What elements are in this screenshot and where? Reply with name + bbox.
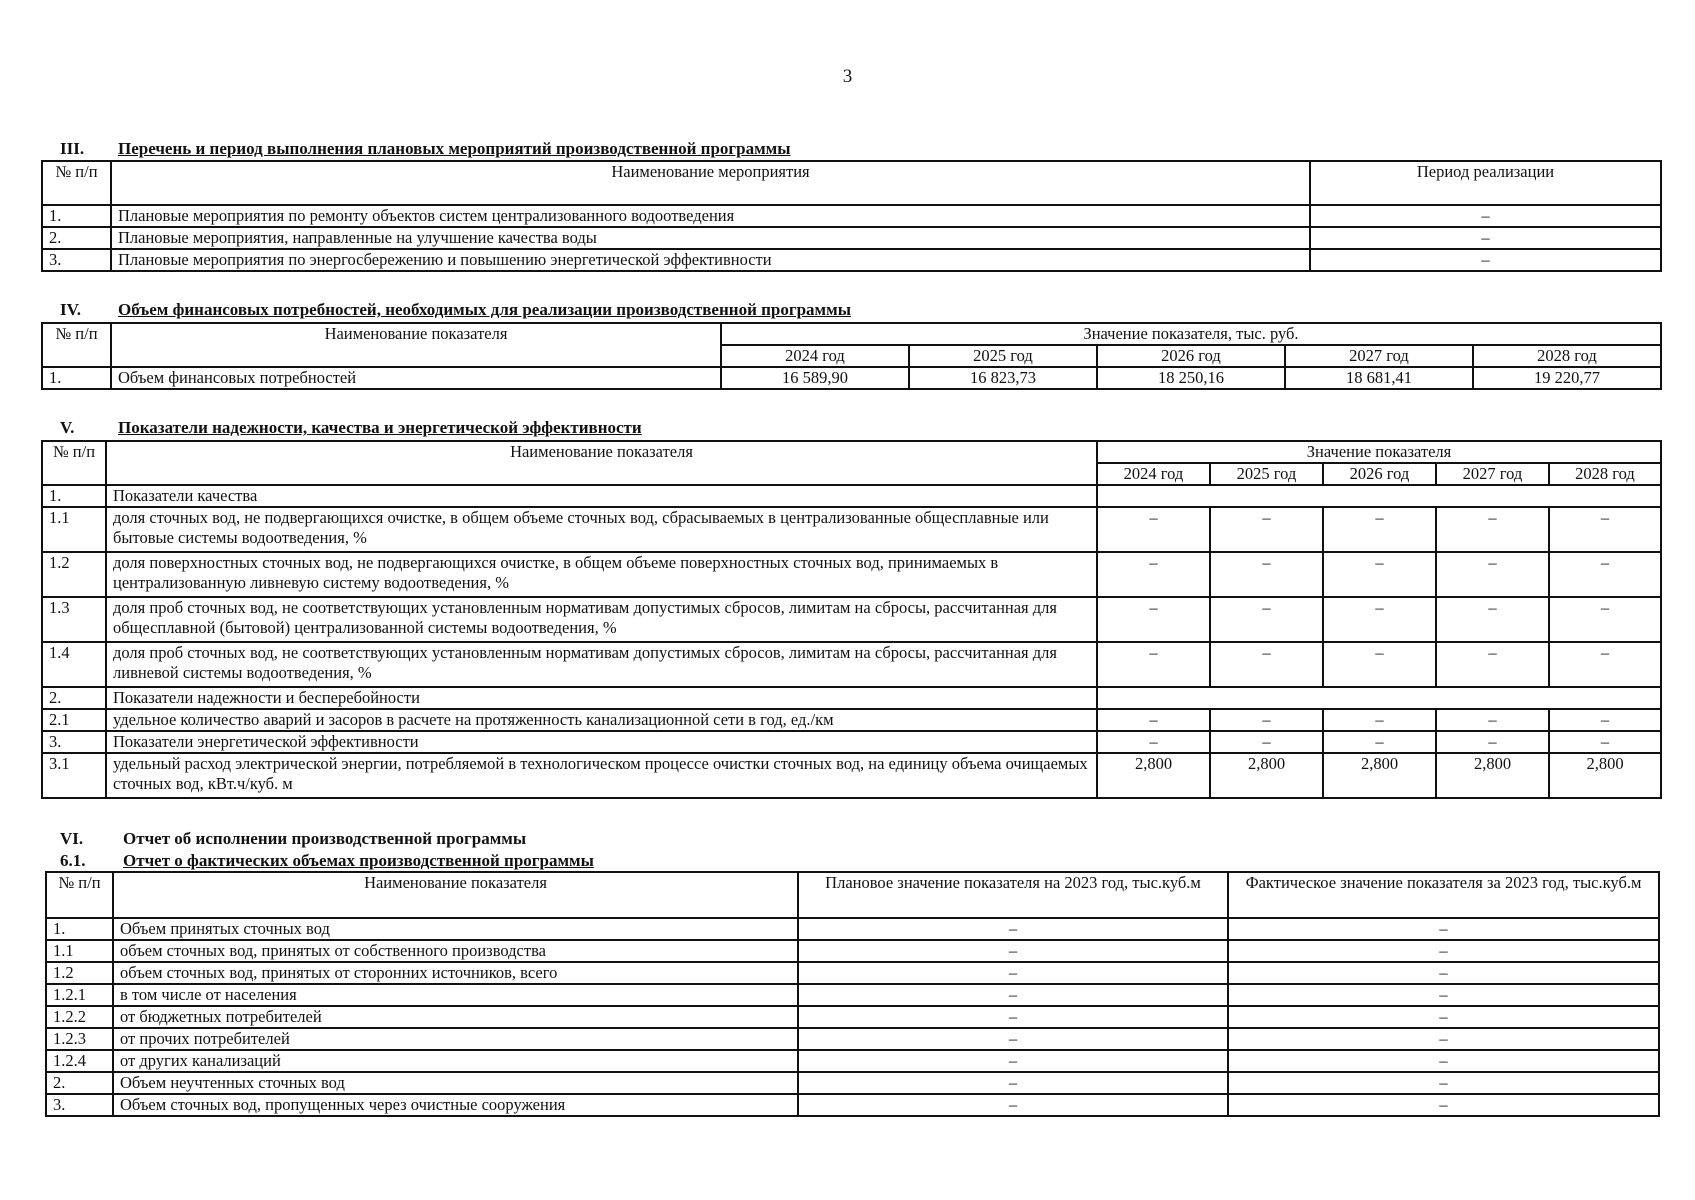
col-header-name: Наименование показателя [113, 872, 798, 918]
table-header-row [42, 161, 1661, 205]
row-value: – [1210, 709, 1323, 731]
row-value: 18 681,41 [1285, 367, 1473, 389]
row-num: 3.1 [42, 753, 106, 798]
row-name: Показатели качества [106, 485, 1097, 507]
row-fact: – [1228, 1094, 1659, 1116]
col-header-period: Период реализации [1310, 161, 1661, 205]
row-num: 1. [42, 367, 111, 389]
section-6-number: VI. [60, 829, 84, 848]
row-num: 1.2.3 [46, 1028, 113, 1050]
section-4-heading [60, 300, 851, 320]
table-header-row [42, 323, 1661, 345]
row-name: доля проб сточных вод, не соответствующих установленным нормативам допустимых сбросов, лимитам на сбросы, рассчитанная для ливневой системы водоотведения, % [106, 642, 1097, 687]
row-num: 1. [42, 485, 106, 507]
table-header-row [46, 872, 1659, 918]
year-header: 2028 год [1549, 463, 1661, 485]
row-num: 1.2.2 [46, 1006, 113, 1028]
row-period: – [1310, 249, 1661, 271]
row-value: – [1210, 642, 1323, 687]
row-num: 1. [46, 918, 113, 940]
row-value: 2,800 [1436, 753, 1549, 798]
year-header: 2026 год [1097, 345, 1285, 367]
row-value: – [1097, 597, 1210, 642]
row-value: – [1323, 642, 1436, 687]
col-header-fact: Фактическое значение показателя за 2023 год, тыс.куб.м [1228, 872, 1659, 918]
table-row [42, 249, 1661, 271]
row-num: 1.2.1 [46, 984, 113, 1006]
row-plan: – [798, 1028, 1228, 1050]
row-name: Объем финансовых потребностей [111, 367, 721, 389]
row-value: – [1323, 709, 1436, 731]
year-header: 2025 год [1210, 463, 1323, 485]
row-value: – [1210, 731, 1323, 753]
row-value: – [1097, 642, 1210, 687]
table-row [46, 1050, 1659, 1072]
row-plan: – [798, 1006, 1228, 1028]
row-name: от других канализаций [113, 1050, 798, 1072]
row-num: 1.1 [46, 940, 113, 962]
row-num: 2. [42, 687, 106, 709]
row-name: доля поверхностных сточных вод, не подвергающихся очистке, в общем объеме поверхностных сточных вод, принимаемых в централизованную ливневую систему водоотведения, % [106, 552, 1097, 597]
section-5-number: V. [60, 418, 75, 437]
section-5-heading [60, 418, 642, 438]
table-row [42, 642, 1661, 687]
section-6-heading [60, 829, 527, 849]
table-row [42, 507, 1661, 552]
col-header-name: Наименование показателя [106, 441, 1097, 485]
row-empty-values [1097, 687, 1661, 709]
col-header-num: № п/п [46, 872, 113, 918]
row-value: 18 250,16 [1097, 367, 1285, 389]
row-plan: – [798, 984, 1228, 1006]
row-value: – [1549, 731, 1661, 753]
row-value: – [1323, 507, 1436, 552]
row-value: 19 220,77 [1473, 367, 1661, 389]
row-name: объем сточных вод, принятых от собственного производства [113, 940, 798, 962]
row-name: Объем сточных вод, пропущенных через очистные сооружения [113, 1094, 798, 1116]
table-group-row [42, 687, 1661, 709]
year-header: 2024 год [721, 345, 909, 367]
row-name: объем сточных вод, принятых от сторонних источников, всего [113, 962, 798, 984]
row-name: доля сточных вод, не подвергающихся очистке, в общем объеме сточных вод, сбрасываемых в централизованные общесплавные или бытовые системы водоотведения, % [106, 507, 1097, 552]
row-value: – [1549, 597, 1661, 642]
row-fact: – [1228, 984, 1659, 1006]
row-value: – [1097, 709, 1210, 731]
row-fact: – [1228, 940, 1659, 962]
col-header-value: Значение показателя [1097, 441, 1661, 463]
row-value: – [1210, 507, 1323, 552]
row-value: 2,800 [1549, 753, 1661, 798]
row-fact: – [1228, 1050, 1659, 1072]
row-value: – [1436, 642, 1549, 687]
col-header-name: Наименование показателя [111, 323, 721, 367]
row-name: доля проб сточных вод, не соответствующих установленным нормативам допустимых сбросов, лимитам на сбросы, рассчитанная для общесплавной (бытовой) централизованной системы водоотведения, % [106, 597, 1097, 642]
row-fact: – [1228, 962, 1659, 984]
row-name: от бюджетных потребителей [113, 1006, 798, 1028]
row-name: в том числе от населения [113, 984, 798, 1006]
section-6-1-title: Отчет о фактических объемах производственной программы [123, 851, 594, 870]
row-fact: – [1228, 918, 1659, 940]
row-value: – [1097, 552, 1210, 597]
section-6-1-number: 6.1. [60, 851, 86, 870]
table-row [42, 227, 1661, 249]
table-row [46, 1072, 1659, 1094]
section-3-title: Перечень и период выполнения плановых мероприятий производственной программы [118, 139, 791, 158]
row-plan: – [798, 1094, 1228, 1116]
row-num: 2.1 [42, 709, 106, 731]
section-4-title: Объем финансовых потребностей, необходимых для реализации производственной программы [118, 300, 851, 319]
row-value: 2,800 [1210, 753, 1323, 798]
row-num: 2. [46, 1072, 113, 1094]
table-row [46, 962, 1659, 984]
row-value: – [1436, 709, 1549, 731]
year-header: 2026 год [1323, 463, 1436, 485]
row-value: – [1097, 731, 1210, 753]
row-value: – [1323, 731, 1436, 753]
row-fact: – [1228, 1006, 1659, 1028]
row-name: от прочих потребителей [113, 1028, 798, 1050]
section-4-table [41, 322, 1662, 390]
row-period: – [1310, 227, 1661, 249]
table-row [42, 552, 1661, 597]
year-header: 2028 год [1473, 345, 1661, 367]
section-6-1-heading [60, 851, 594, 871]
row-value: – [1210, 552, 1323, 597]
row-name: Объем неучтенных сточных вод [113, 1072, 798, 1094]
row-value: – [1549, 642, 1661, 687]
table-row [42, 709, 1661, 731]
row-value: 16 823,73 [909, 367, 1097, 389]
row-name: Плановые мероприятия по энергосбережению и повышению энергетической эффективности [111, 249, 1310, 271]
col-header-plan: Плановое значение показателя на 2023 год, тыс.куб.м [798, 872, 1228, 918]
row-num: 1.2 [42, 552, 106, 597]
row-plan: – [798, 1050, 1228, 1072]
table-row [46, 918, 1659, 940]
row-num: 1. [42, 205, 111, 227]
row-num: 1.3 [42, 597, 106, 642]
page-number: 3 [842, 66, 853, 87]
row-num: 3. [42, 731, 106, 753]
section-3-number: III. [60, 139, 85, 158]
section-6-table [45, 871, 1660, 1117]
section-4-number: IV. [60, 300, 81, 319]
row-value: 16 589,90 [721, 367, 909, 389]
row-num: 1.4 [42, 642, 106, 687]
row-value: – [1436, 507, 1549, 552]
section-5-title: Показатели надежности, качества и энергетической эффективности [118, 418, 642, 437]
row-num: 2. [42, 227, 111, 249]
row-num: 1.1 [42, 507, 106, 552]
row-value: – [1549, 709, 1661, 731]
row-name: Показатели надежности и бесперебойности [106, 687, 1097, 709]
section-5-table [41, 440, 1662, 799]
col-header-num: № п/п [42, 323, 111, 367]
row-period: – [1310, 205, 1661, 227]
row-value: – [1323, 552, 1436, 597]
section-3-table [41, 160, 1662, 272]
table-row [42, 753, 1661, 798]
table-row [46, 1006, 1659, 1028]
row-name: удельный расход электрической энергии, потребляемой в технологическом процессе очистки сточных вод, на единицу объема очищаемых сточных вод, кВт.ч/куб. м [106, 753, 1097, 798]
row-num: 1.2.4 [46, 1050, 113, 1072]
table-header-row [42, 441, 1661, 463]
row-plan: – [798, 940, 1228, 962]
row-plan: – [798, 1072, 1228, 1094]
row-name: Показатели энергетической эффективности [106, 731, 1097, 753]
row-fact: – [1228, 1028, 1659, 1050]
row-num: 3. [42, 249, 111, 271]
col-header-value: Значение показателя, тыс. руб. [721, 323, 1661, 345]
col-header-num: № п/п [42, 441, 106, 485]
section-6-title: Отчет об исполнении производственной программы [123, 829, 527, 848]
table-group-row [42, 485, 1661, 507]
row-plan: – [798, 962, 1228, 984]
row-name: Плановые мероприятия, направленные на улучшение качества воды [111, 227, 1310, 249]
row-value: – [1097, 507, 1210, 552]
table-row [46, 940, 1659, 962]
year-header: 2027 год [1285, 345, 1473, 367]
table-row [46, 1028, 1659, 1050]
table-row [42, 367, 1661, 389]
row-name: удельное количество аварий и засоров в расчете на протяженность канализационной сети в год, ед./км [106, 709, 1097, 731]
col-header-name: Наименование мероприятия [111, 161, 1310, 205]
row-value: 2,800 [1097, 753, 1210, 798]
table-row [46, 1094, 1659, 1116]
row-value: 2,800 [1323, 753, 1436, 798]
year-header: 2025 год [909, 345, 1097, 367]
year-header: 2027 год [1436, 463, 1549, 485]
row-empty-values [1097, 485, 1661, 507]
row-num: 3. [46, 1094, 113, 1116]
table-row [42, 205, 1661, 227]
row-value: – [1436, 597, 1549, 642]
row-fact: – [1228, 1072, 1659, 1094]
row-name: Объем принятых сточных вод [113, 918, 798, 940]
row-value: – [1210, 597, 1323, 642]
row-value: – [1549, 507, 1661, 552]
table-row [46, 984, 1659, 1006]
table-row [42, 597, 1661, 642]
row-value: – [1323, 597, 1436, 642]
row-name: Плановые мероприятия по ремонту объектов систем централизованного водоотведения [111, 205, 1310, 227]
table-row [42, 731, 1661, 753]
row-plan: – [798, 918, 1228, 940]
year-header: 2024 год [1097, 463, 1210, 485]
row-num: 1.2 [46, 962, 113, 984]
col-header-num: № п/п [42, 161, 111, 205]
section-3-heading [60, 139, 791, 159]
row-value: – [1436, 731, 1549, 753]
row-value: – [1549, 552, 1661, 597]
row-value: – [1436, 552, 1549, 597]
